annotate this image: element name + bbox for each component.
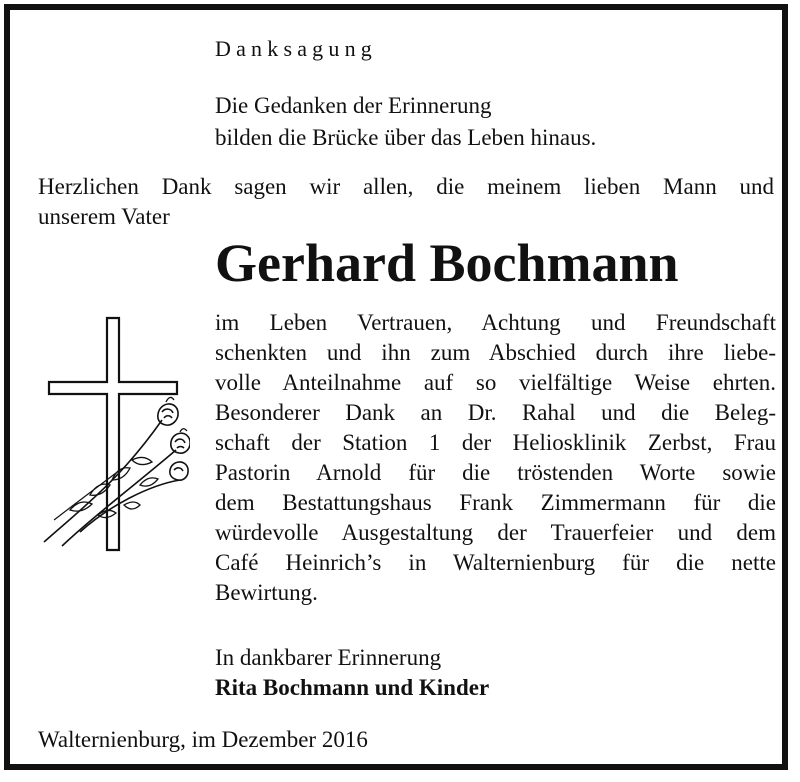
body-line-8: würdevolle Ausgestaltung der Trauerfeier und dem [215, 520, 776, 545]
body-line-4: Besonderer Dank an Dr. Rahal und die Beleg- [215, 400, 776, 425]
body-line-9: Café Heinrich’s in Walternienburg für die nette [215, 550, 776, 575]
obituary-notice [4, 4, 788, 770]
quote-line-2: bilden die Brücke über das Leben hinaus. [215, 125, 597, 150]
body-line-3: volle Anteilnahme auf so vielfältige Weise ehrten. [215, 370, 776, 395]
body-line-10: Bewirtung. [215, 580, 318, 605]
notice-heading: Danksagung [215, 36, 377, 61]
body-line-2: schenkten und ihn zum Abschied durch ihre liebe- [215, 340, 776, 365]
body-line-7: dem Bestattungshaus Frank Zimmermann für die [215, 490, 776, 515]
memorial-quote [215, 90, 596, 154]
intro-line-2: unserem Vater [38, 204, 170, 229]
signature: Rita Bochmann und Kinder [215, 675, 490, 700]
quote-line-1: Die Gedanken der Erinnerung [215, 93, 492, 118]
body-line-1: im Leben Vertrauen, Achtung und Freundschaft [215, 310, 776, 335]
intro-line-1: Herzlichen Dank sagen wir allen, die meinem lieben Mann und [38, 174, 774, 199]
place-and-date: Walternienburg, im Dezember 2016 [38, 727, 368, 752]
cross-with-roses-icon [40, 310, 190, 570]
body-line-5: schaft der Station 1 der Heliosklinik Zerbst, Frau [215, 430, 776, 455]
deceased-name: Gerhard Bochmann [215, 233, 679, 293]
closing-phrase: In dankbarer Erinnerung [215, 645, 442, 670]
body-line-6: Pastorin Arnold für die tröstenden Worte sowie [215, 460, 776, 485]
